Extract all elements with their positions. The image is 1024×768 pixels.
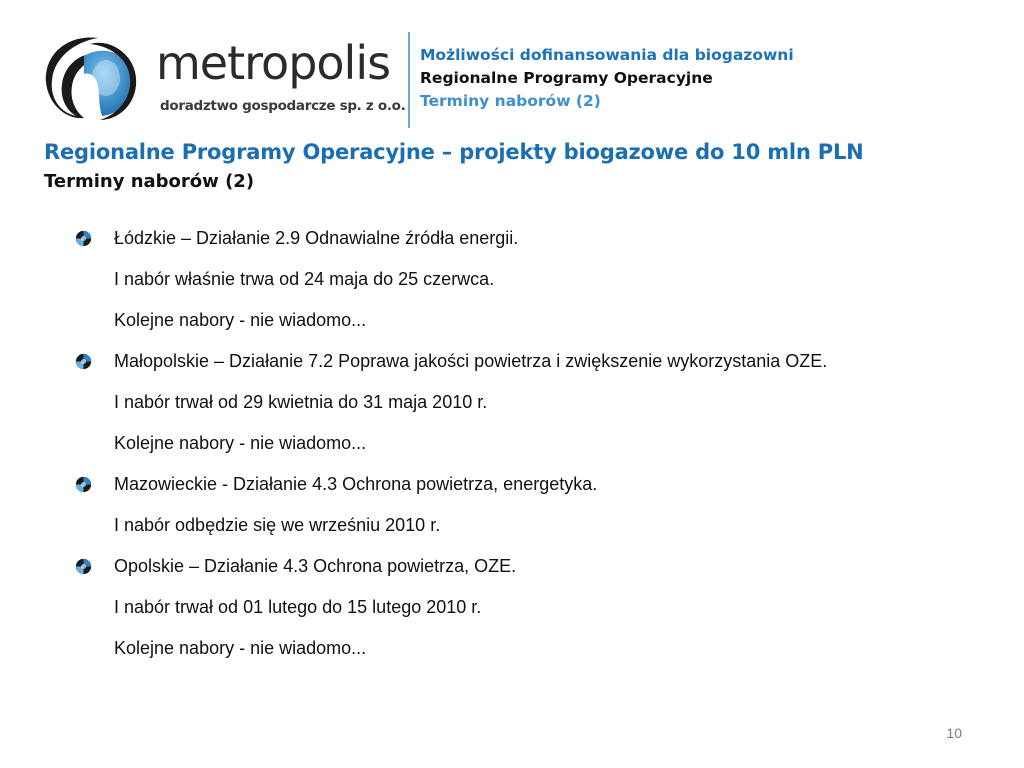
- list-item-heading: Małopolskie – Działanie 7.2 Poprawa jakości powietrza i zwiększenie wykorzystania OZE.: [114, 351, 828, 371]
- list-item: [72, 341, 990, 464]
- page-number: 10: [946, 725, 962, 741]
- header-line-program: Regionalne Programy Operacyjne: [420, 69, 713, 87]
- header-line-topic: Możliwości dofinansowania dla biogazowni: [420, 46, 794, 64]
- list-item-heading: Łódzkie – Działanie 2.9 Odnawialne źródła energii.: [114, 228, 519, 248]
- list-item-detail: I nabór właśnie trwa od 24 maja do 25 czerwca.: [114, 269, 495, 289]
- company-logo: [40, 30, 406, 126]
- list-item-detail: Kolejne nabory - nie wiadomo...: [114, 638, 367, 658]
- list-item-detail: I nabór odbędzie się we wrześniu 2010 r.: [114, 515, 441, 535]
- list-item-detail: Kolejne nabory - nie wiadomo...: [114, 433, 367, 453]
- list-item-heading: Opolskie – Działanie 4.3 Ochrona powietrza, OZE.: [114, 556, 517, 576]
- list-item: [72, 218, 990, 341]
- globe-bullet-icon: [75, 230, 92, 247]
- header-divider: [408, 32, 410, 128]
- globe-bullet-icon: [75, 558, 92, 575]
- slide-subtitle: Terminy naborów (2): [44, 171, 255, 192]
- globe-bullet-icon: [75, 476, 92, 493]
- list-item: [72, 464, 990, 546]
- slide-title: Regionalne Programy Operacyjne – projekty biogazowe do 10 mln PLN: [44, 140, 864, 164]
- header-line-section: Terminy naborów (2): [420, 92, 601, 110]
- header-info: [420, 44, 794, 113]
- list-item-heading: Mazowieckie - Działanie 4.3 Ochrona powietrza, energetyka.: [114, 474, 598, 494]
- list-item: [72, 546, 990, 669]
- brand-name: metropolis: [156, 36, 391, 90]
- list-item-detail: I nabór trwał od 29 kwietnia do 31 maja 2010 r.: [114, 392, 488, 412]
- bullet-list: [72, 218, 990, 669]
- brand-tagline: doradztwo gospodarcze sp. z o.o.: [160, 98, 406, 114]
- list-item-detail: Kolejne nabory - nie wiadomo...: [114, 310, 367, 330]
- globe-bullet-icon: [75, 353, 92, 370]
- metropolis-logo-mark: [40, 32, 140, 122]
- list-item-detail: I nabór trwał od 01 lutego do 15 lutego 2010 r.: [114, 597, 482, 617]
